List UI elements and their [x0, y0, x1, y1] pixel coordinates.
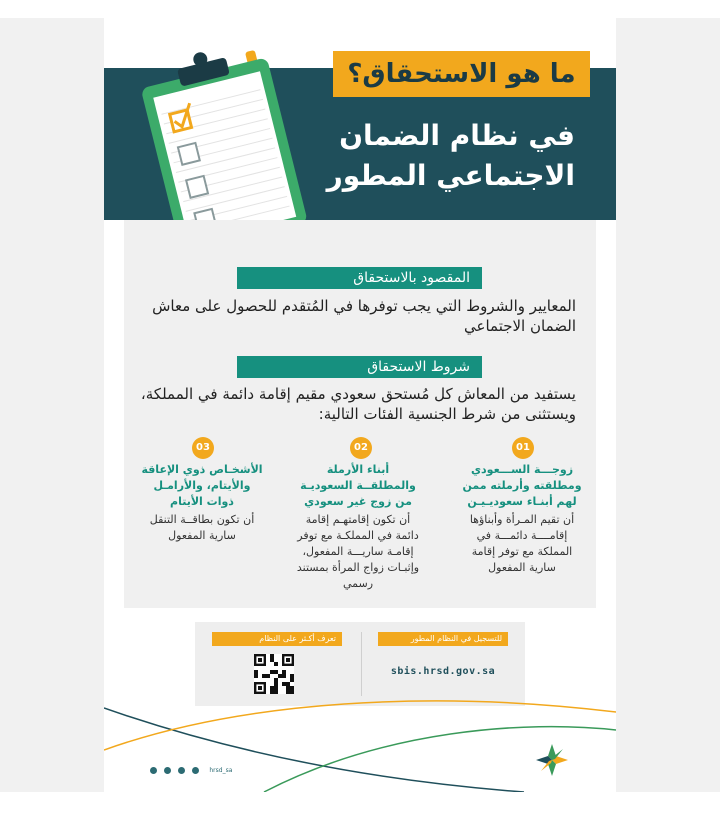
section-heading-conditions: شروط الاستحقاق [237, 356, 482, 378]
clipboard-icon [140, 40, 310, 250]
section-heading-definition: المقصود بالاستحقاق [237, 267, 482, 289]
footer-divider [361, 632, 362, 696]
category-text: أن تكون بطاقــة التنقل سارية المفعول [149, 513, 255, 542]
category-number-02: 02 [350, 437, 372, 459]
qr-code-icon[interactable] [254, 654, 294, 694]
category-text: أن تكون إقامتهـم إقامة دائمة في المملكـة مع توفر إقامـة ساريـــة المفعول، وإثبـات زواج المرأة بمستند رسمي [296, 513, 420, 590]
category-column-01 [460, 462, 584, 576]
category-title: زوجـــة الســـعودي ومطلقته وأرملته ممن لهم أبنـاء سعوديـيـن [462, 463, 582, 508]
main-title: ما هو الاستحقاق؟ [333, 51, 590, 97]
clipboard-illustration [140, 40, 310, 250]
twitter-icon[interactable] [150, 767, 157, 774]
category-number-03: 03 [192, 437, 214, 459]
category-column-03 [140, 462, 264, 544]
subtitle-line-2: الاجتماعي المطور [326, 159, 575, 192]
learn-more-label: تعرف أكـثر على النظام [212, 632, 342, 646]
subtitle-line-1: في نظام الضمان [339, 119, 575, 152]
right-margin [616, 18, 720, 792]
left-margin [0, 18, 104, 792]
category-title: الأشخـاص ذوي الإعاقة والأيتام، والأرامـل ذوات الأيتام [141, 463, 263, 508]
category-title: أبناء الأرملة والمطلقــة السعوديـة من زوج غير سعودي [300, 463, 416, 508]
definition-text: المعايير والشروط التي يجب توفرها في المُتقدم للحصول على معاش الضمان الاجتماعي [152, 297, 576, 335]
subtitle [326, 116, 575, 196]
social-links [150, 760, 233, 774]
registration-url[interactable]: sbis.hrsd.gov.sa [390, 666, 496, 677]
category-text: أن تقيم المـرأة وأبناؤها إقامــــة دائمـــة في المملكة مع توفر إقامة سارية المفعول [469, 513, 575, 574]
conditions-text: يستفيد من المعاش كل مُستحق سعودي مقيم إقامة دائمة في المملكة، ويستثنى من شرط الجنسية الفئات التالية: [140, 385, 576, 423]
category-column-02 [296, 462, 420, 592]
category-number-01: 01 [512, 437, 534, 459]
social-handle: hrsd_sa [209, 767, 233, 774]
register-label: للتسجيل في النظام المطور [378, 632, 508, 646]
ministry-logo-icon [532, 740, 572, 780]
